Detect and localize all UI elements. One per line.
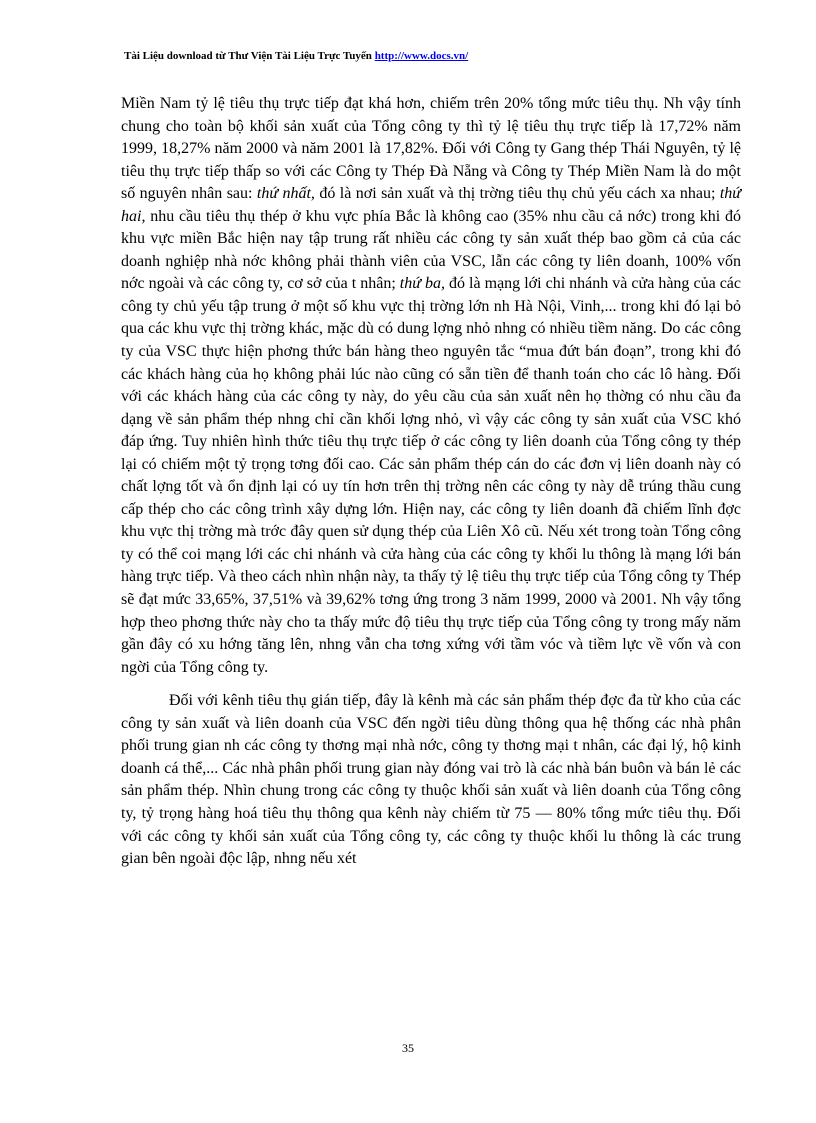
italic-text-segment: thứ ba, [399,275,445,293]
text-segment: Đối với kênh tiêu thụ gián tiếp, đây là kênh mà các sản phẩm thép đợc đa từ kho của các công ty sản xuất và liên doanh của VSC đến ngời tiêu dùng thông qua hệ thống các nhà phân phối trung gian nh các công ty thơng mại nhà nớc, công ty thơng mại t nhân, các đại lý, hộ kinh doanh cá thể,... Các nhà phân phối trung gian này đóng vai trò là các nhà bán buôn và bán lẻ các sản phẩm thép. Nhìn chung trong các công ty thuộc khối sản xuất và liên doanh của Tổng công ty, tỷ trọng hàng hoá tiêu thụ thông qua kênh này chiếm từ 75 — 80% tổng mức tiêu thụ. Đối với các công ty khối sản xuất của Tổng công ty, các công ty thuộc khối lu thông là các trung gian bên ngoài độc lập, nhng nếu xét [121,692,741,868]
header-text: Tài Liệu download từ Thư Viện Tài Liệu Trực Tuyến [124,50,375,62]
page-header [124,50,704,62]
paragraph-2 [121,690,741,870]
italic-text-segment: thứ hai, [121,185,741,225]
italic-text-segment: thứ nhất, [256,185,315,203]
text-segment: đó là mạng lới chi nhánh và cửa hàng của các công ty chủ yếu tập trung ở một số khu vực thị trờng lớn nh Hà Nội, Vinh,... trong khi đó lại bỏ qua các khu vực thị trờng khác, mặc dù có dung lợng nhỏ nhng có nhiều tiềm năng. Do các công ty của VSC thực hiện phơng thức bán hàng theo nguyên tắc “mua đứt bán đoạn”, trong khi đó các khách hàng của họ không phải lúc nào cũng có sẵn tiền để thanh toán cho các lô hàng. Đối với các khách hàng của các công ty này, do yêu cầu của sản xuất nên họ thờng có nhu cầu đa dạng về sản phẩm thép nhng chỉ cần khối lợng nhỏ, vì vậy các công ty sản xuất của VSC khó đáp ứng. Tuy nhiên hình thức tiêu thụ trực tiếp ở các công ty liên doanh của Tổng công ty thép lại có chiếm một tỷ trọng tơng đối cao. Các sản phẩm thép cán do các đơn vị liên doanh này có chất lợng tốt và ổn định lại có uy tín hơn trên thị trờng nên các công ty này dễ trúng thầu cung cấp thép cho các công trình xây dựng lớn. Hiện nay, các công ty liên doanh đã chiếm lĩnh đợc khu vực thị trờng mà trớc đây quen sử dụng thép của Liên Xô cũ. Nếu xét trong toàn Tổng công ty có thể coi mạng lới các chi nhánh và cửa hàng của các công ty khối lu thông là mạng lới bán hàng trực tiếp. Và theo cách nhìn nhận này, ta thấy tỷ lệ tiêu thụ trực tiếp của Tổng công ty Thép sẽ đạt mức 33,65%, 37,51% và 39,62% tơng ứng trong 3 năm 1999, 2000 và 2001. Nh vậy tổng hợp theo phơng thức này cho ta thấy mức độ tiêu thụ trực tiếp của Tổng công ty trong mấy năm gần đây có xu hớng tăng lên, nhng vẫn cha tơng xứng với tầm vóc và tiềm lực về vốn và con ngời của Tổng công ty. [121,275,742,676]
text-segment: Miền Nam tỷ lệ tiêu thụ trực tiếp đạt khá hơn, chiếm trên 20% tổng mức tiêu thụ. Nh vậy tính chung cho toàn bộ khối sản xuất của Tổng công ty thì tỷ lệ tiêu thụ trực tiếp là 17,72% năm 1999, 18,27% năm 2000 và năm 2001 là 17,82%. Đối với Công ty Gang thép Thái Nguyên, tỷ lệ tiêu thụ trực tiếp thấp so với các Công ty Thép Đà Nẵng và Công ty Thép Miền Nam là do một số nguyên nhân sau: [121,95,741,203]
page-number: 35 [402,1041,414,1055]
paragraph-1 [121,93,741,679]
text-segment: nhu cầu tiêu thụ thép ở khu vực phía Bắc là không cao (35% nhu cầu cả nớc) trong khi đó khu vực miền Bắc hiện nay tập trung rất nhiều các công ty sản xuất thép bao gồm cả của các doanh nghiệp nhà nớc không phải thành viên của VSC, lẫn các công ty liên doanh, 100% vốn nớc ngoài và các công ty, cơ sở của t nhân; [121,207,741,293]
text-segment: đó là nơi sản xuất và thị trờng tiêu thụ chủ yếu cách xa nhau; [314,185,720,203]
header-link[interactable]: http://www.docs.vn/ [374,50,469,62]
body-text [121,93,741,871]
